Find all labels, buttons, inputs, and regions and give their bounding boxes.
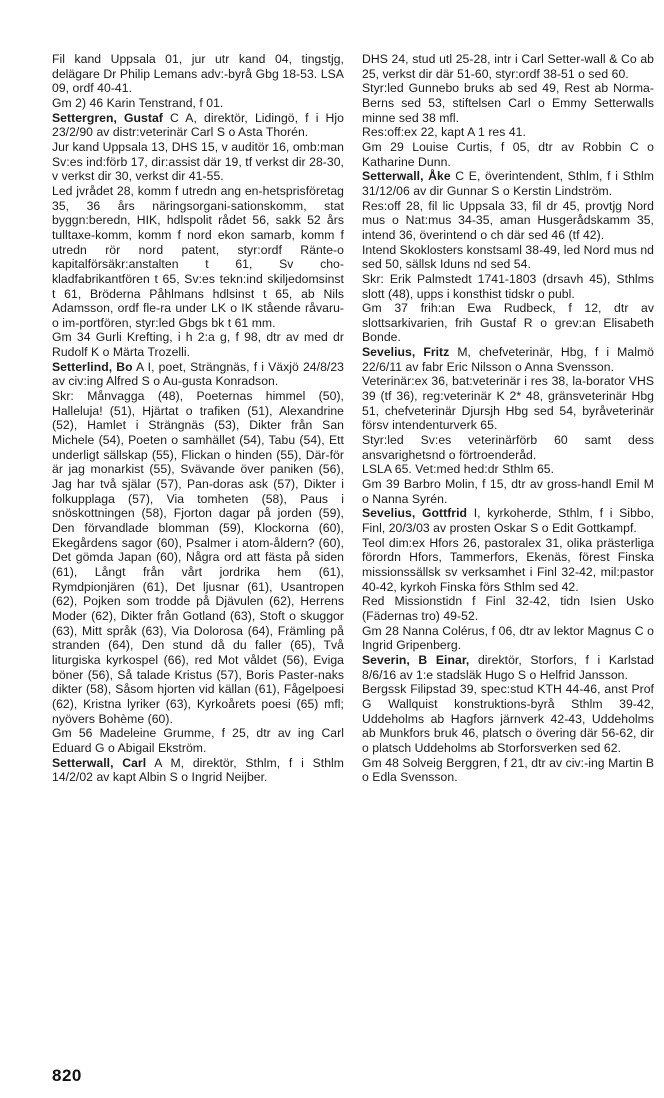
entry-name: Settergren, Gustaf — [52, 110, 163, 125]
entry-text: LSLA 65. Vet:med hed:dr Sthlm 65. — [362, 462, 555, 477]
biography-paragraph — [362, 374, 654, 433]
biography-paragraph — [52, 140, 344, 184]
entry-text: Styr:led Sv:es veterinärförb 60 samt dess ansvarighetsnd o förtroenderåd. — [362, 433, 654, 462]
entry-text: Led jvrådet 28, komm f utredn ang en-hetsprisföretag 35, 36 års näringsorgani-sationskomm, stat byggn:beredn, HIK, hdlspolit rådet 56, sakk 52 års tulltaxe-komm, komm f nord ekon samarb, komm f utredn rör nord patent, styr:ordf Ränte-o kapitalförsäkr:anstalten t 61, Sv cho-kladfabrikantfören t 65, Sv:es tekn:ind skiljedomsinst t 61, Bröderna Påhlmans hdlsinst t 65, ab Nils Adamsson, ordf fle-ra under LK o IK stående råvaru- o im-portfören, styr:led Gbgs bk t 61 mm. — [52, 183, 344, 330]
entry-text: Gm 28 Nanna Colérus, f 06, dtr av lektor Magnus C o Ingrid Gripenberg. — [362, 623, 654, 653]
biography-entry — [362, 506, 654, 535]
biography-paragraph — [52, 330, 344, 359]
entry-text: Intend Skoklosters konstsaml 38-49, led Nord mus nd sed 50, sällsk Iduns nd sed 54. — [362, 242, 654, 272]
entry-text: Res:off:ex 22, kapt A 1 res 41. — [362, 125, 526, 140]
biography-paragraph — [362, 756, 654, 785]
biography-paragraph — [52, 184, 344, 331]
entry-text: Gm 34 Gurli Krefting, i h 2:a g, f 98, dtr av med dr Rudolf K o Märta Trozelli. — [52, 330, 344, 360]
biography-paragraph — [52, 726, 344, 755]
biography-paragraph — [362, 140, 654, 169]
biography-entry — [362, 169, 654, 198]
biography-paragraph — [52, 389, 344, 726]
entry-text: Skr: Erik Palmstedt 1741-1803 (drsavh 45), Sthlms slott (48), upps i konsthist tidskr o publ. — [362, 271, 654, 301]
entry-text: Gm 37 frih:an Ewa Rudbeck, f 12, dtr av slottsarkivarien, frih Gustaf R o grev:an Elisabeth Bonde. — [362, 301, 654, 345]
biography-entry — [362, 345, 654, 374]
biography-paragraph — [362, 52, 654, 81]
entry-text: Fil kand Uppsala 01, jur utr kand 04, tingstjg, delägare Dr Philip Lemans adv:-byrå Gbg 18-53. LSA 09, ordf 40-41. — [52, 52, 344, 96]
entry-text: Red Missionstidn f Finl 32-42, tidn Isien Usko (Fädernas tro) 49-52. — [362, 594, 654, 623]
biography-paragraph — [362, 243, 654, 272]
biography-paragraph — [362, 462, 654, 477]
biography-paragraph — [362, 433, 654, 462]
right-column — [362, 52, 654, 785]
entry-name: Setterwall, Åke — [362, 169, 451, 184]
biography-paragraph — [362, 682, 654, 755]
entry-text: Bergssk Filipstad 39, spec:stud KTH 44-46, anst Prof G Wallquist konstruktions-byrå Sthlm 39-42, Uddeholms ab Hagfors järnverk 42-43, Uddeholms ab Munkfors bruk 46, platsch o övering där 56-62, dir o platsch Uddeholms ab Storforsverken sed 62. — [362, 682, 654, 755]
entry-text: M, chefveterinär, Hbg, f i Malmö 22/6/11 av fabr Eric Nilsson o Anna Svensson. — [362, 345, 654, 374]
biography-paragraph — [362, 81, 654, 125]
entry-text: Gm 29 Louise Curtis, f 05, dtr av Robbin C o Katharine Dunn. — [362, 139, 654, 169]
biography-entry — [52, 360, 344, 389]
biography-entry — [52, 111, 344, 140]
entry-name: Setterlind, Bo — [52, 359, 133, 374]
entry-name: Sevelius, Gottfrid — [362, 506, 468, 521]
entry-name: Severin, B Einar, — [362, 652, 470, 667]
biography-paragraph — [52, 52, 344, 96]
entry-text: C E, överintendent, Sthlm, f i Sthlm 31/12/06 av dir Gunnar S o Kerstin Lindström. — [362, 169, 654, 198]
entry-text: Res:off 28, fil lic Uppsala 33, fil dr 45, provtjg Nord mus o Nat:mus 34-35, aman Husgerådskamm 35, intend 36, överintend o ch där sed 46 (tf 42). — [362, 198, 654, 242]
entry-text: C A, direktör, Lidingö, f i Hjo 23/2/90 av distr:veterinär Carl S o Asta Thorén. — [52, 110, 344, 140]
entry-text: A M, direktör, Sthlm, f i Sthlm 14/2/02 av kapt Albin S o Ingrid Neijber. — [52, 755, 344, 785]
biography-paragraph — [362, 199, 654, 243]
entry-text: direktör, Storfors, f i Karlstad 8/6/16 av 1:e stadsläk Hugo S o Helfrid Jansson. — [362, 652, 654, 682]
left-column — [52, 52, 344, 785]
biography-paragraph — [362, 272, 654, 301]
entry-text: Skr: Månvagga (48), Poeternas himmel (50), Halleluja! (51), Hjärtat o trafiken (51), Alexandrine (52), Hamlet i Strängnäs (53), Dikter från San Michele (54), Poeten o samhället (54), Tabu (54), Ett underligt sällskap (55), Flickan o hinden (55), Där-för är jag monarkist (55), Svävande över paniken (56), Jag har två själar (57), Pan-doras ask (57), Dikter i folkupplaga (57), Via tomheten (58), Paus i snöskottningen (58), Fjorton dagar på jorden (59), Den förvandlade blomman (59), Klockorna (60), Ekegårdens sagor (60), Psalmer i atom-åldern? (60), Det gömda Japan (60), Några ord att fästa på siden (61), Långt från vårt jordrika hem (61), Rymdpionjären (61), Det ljusnar (61), Usantropen (62), Pojken som trodde på Djävulen (62), Herrens Moder (62), Dikter från Gotland (63), Stoft o skuggor (63), Mitt språk (63), Via Dolorosa (64), Främling på stranden (64), Den stund då du faller (65), Två liturgiska kyrkospel (66), red Mot våldet (56), Eviga böner (56), Så talade Kristus (57), Boris Paster-naks dikter (58), Såsom hjorten vid källan (61), Fågelpoesi (62), Kristna lyriker (63), Kyrkoårets poesi (65) mfl; nyövers Bohème (60). — [52, 389, 344, 726]
entry-text: Jur kand Uppsala 13, DHS 15, v auditör 16, omb:man Sv:es ind:förb 17, dir:assist där 19, tf verkst dir 28-30, v verkst dir 30, verkst dir 41-55. — [52, 139, 344, 184]
entry-text: A I, poet, Strängnäs, f i Växjö 24/8/23 av civ:ing Alfred S o Au-gusta Konradson. — [52, 359, 344, 389]
entry-text: I, kyrkoherde, Sthlm, f i Sibbo, Finl, 20/3/03 av prosten Oskar S o Edit Gottkampf. — [362, 506, 654, 535]
biography-paragraph — [52, 96, 344, 111]
entry-text: Teol dim:ex Hfors 26, pastoralex 31, olika prästerliga förordn Hfors, Tammerfors, Ekenäs, förest Finska missionssällsk sv verksamhet i Finl 32-42, mil:pastor 40-42, kyrkoh Finska förs Sthlm sed 42. — [362, 535, 654, 594]
biography-paragraph — [362, 301, 654, 345]
entry-text: DHS 24, stud utl 25-28, intr i Carl Setter-wall & Co ab 25, verkst dir där 51-60, styr:ordf 38-51 o sed 60. — [362, 52, 654, 81]
entry-text: Gm 56 Madeleine Grumme, f 25, dtr av ing Carl Eduard G o Abigail Ekström. — [52, 726, 344, 755]
page-number: 820 — [52, 1066, 82, 1085]
biography-entry — [52, 756, 344, 785]
entry-name: Sevelius, Fritz — [362, 345, 450, 360]
entry-name: Setterwall, Carl — [52, 755, 147, 770]
biography-paragraph — [362, 477, 654, 506]
biography-paragraph — [362, 594, 654, 623]
biography-paragraph — [362, 125, 654, 140]
entry-text: Styr:led Gunnebo bruks ab sed 49, Rest ab Norma-Berns sed 53, stiftelsen Carl o Emmy Setterwalls minne sed 38 mfl. — [362, 81, 654, 125]
entry-text: Gm 2) 46 Karin Tenstrand, f 01. — [52, 95, 224, 110]
entry-text: Gm 48 Solveig Berggren, f 21, dtr av civ:-ing Martin B o Edla Svensson. — [362, 755, 654, 785]
biography-paragraph — [362, 624, 654, 653]
biography-entry — [362, 653, 654, 682]
entry-text: Gm 39 Barbro Molin, f 15, dtr av gross-handl Emil M o Nanna Syrén. — [362, 477, 654, 506]
biography-paragraph — [362, 536, 654, 595]
entry-text: Veterinär:ex 36, bat:veterinär i res 38, la-borator VHS 39 (tf 36), reg:veterinär K 2* 48, gränsveterinär Hbg 51, chefveterinär Djursjh Hbg sed 54, byråveterinär försv intendenturverk 65. — [362, 374, 654, 433]
